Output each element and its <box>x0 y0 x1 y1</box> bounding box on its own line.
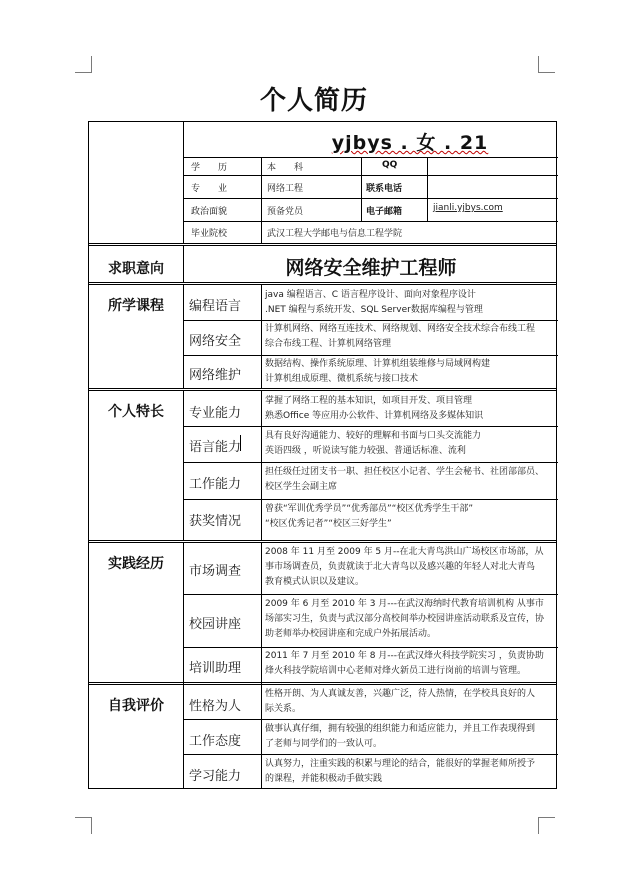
category-maintenance: 网络维护 <box>189 368 242 383</box>
skills-work-desc: 担任级任过团支书一职、担任校区小记者、学生会秘书、社团部部员、 校区学生会副主席 <box>265 467 545 492</box>
label-school: 毕业院校 <box>191 229 228 239</box>
page-title: 个人简历 <box>259 86 368 116</box>
category-professional: 专业能力 <box>189 406 242 421</box>
category-language: 语言能力 <box>189 440 242 455</box>
text-cursor <box>240 435 241 451</box>
crop-mark-bottom-left <box>75 817 92 834</box>
category-personality: 性格为人 <box>189 699 242 714</box>
label-political: 政治面貌 <box>191 207 228 217</box>
email-link[interactable]: jianli.yjbys.com <box>433 203 503 213</box>
skills-awards-desc: 曾获“军训优秀学员”“优秀部员”“校区优秀学生干部” “校区优秀记者”“校区三好学生” <box>265 504 473 529</box>
section-courses: 所学课程 <box>108 298 164 314</box>
crop-mark-bottom-right <box>538 817 555 834</box>
courses-programming-desc: java 编程语言、C 语言程序设计、面向对象程序设计 .NET 编程与系统开发、SQL Server数据库编程与管理 <box>265 290 483 315</box>
practice-market-desc: 2008 年 11 月至 2009 年 5 月--在北大青鸟洪山广场校区市场部，从 事市场调查员，负责就读于北大青鸟以及感兴趣的年轻人对北大青鸟 教育模式认识以及建议。 <box>265 547 544 587</box>
label-phone: 联系电话 <box>366 184 403 194</box>
value-school: 武汉工程大学邮电与信息工程学院 <box>267 229 403 239</box>
courses-security-desc: 计算机网络、网络互连技术、网络规划、网络安全技术综合布线工程 综合布线工程、计算机网络管理 <box>265 324 536 349</box>
value-major: 网络工程 <box>267 184 304 194</box>
category-learning: 学习能力 <box>189 769 242 784</box>
resume-table <box>88 121 557 789</box>
crop-mark-top-right <box>538 56 555 73</box>
skills-language-desc: 具有良好沟通能力、较好的理解和书面与口头交流能力 英语四级 ，听说读写能力较强、普通话标准、流利 <box>265 431 482 456</box>
category-campus-lecture: 校园讲座 <box>189 617 242 632</box>
name-line: yjbys . 女 . 21 <box>331 132 489 154</box>
crop-mark-top-left <box>75 56 92 73</box>
section-skills: 个人特长 <box>108 404 164 420</box>
job-objective: 网络安全维护工程师 <box>285 257 457 279</box>
courses-maintenance-desc: 数据结构、操作系统原理、计算机组装维修与局域网构建 计算机组成原理、微机系统与接口技术 <box>265 359 491 384</box>
category-training-assistant: 培训助理 <box>189 661 242 676</box>
eval-personality-desc: 性格开朗、为人真诚友善，兴趣广泛，待人热情，在学校具良好的人 际关系。 <box>265 689 536 714</box>
category-security: 网络安全 <box>189 334 242 349</box>
label-email: 电子邮箱 <box>366 207 403 217</box>
value-political: 预备党员 <box>267 207 304 217</box>
eval-learning-desc: 认真努力，注重实践的积累与理论的结合，能很好的掌握老师所授予 的课程，并能积极动手做实践 <box>265 759 536 784</box>
skills-professional-desc: 掌握了网络工程的基本知识，如项目开发、项目管理 熟悉Office 等应用办公软件、计算机网络及多媒体知识 <box>265 396 484 421</box>
section-objective: 求职意向 <box>108 261 164 277</box>
label-major: 专 业 <box>191 184 228 194</box>
category-attitude: 工作态度 <box>189 734 242 749</box>
category-awards: 获奖情况 <box>189 514 242 529</box>
label-education: 学 历 <box>191 163 228 173</box>
section-practice: 实践经历 <box>108 556 164 572</box>
label-qq: QQ <box>382 160 398 170</box>
practice-training-desc: 2011 年 7 月至 2010 年 8 月---在武汉烽火科技学院实习 ，负责协助 烽火科技学院培训中心老师对烽火新员工进行岗前的培训与管理。 <box>265 651 544 676</box>
value-education: 本 科 <box>267 163 304 173</box>
category-market-research: 市场调查 <box>189 564 242 579</box>
section-self-eval: 自我评价 <box>108 698 164 714</box>
category-programming: 编程语言 <box>189 299 242 314</box>
eval-attitude-desc: 做事认真仔细，拥有较强的组织能力和适应能力，并且工作表现得到 了老师与同学们的一致认可。 <box>265 724 536 749</box>
category-work: 工作能力 <box>189 477 242 492</box>
practice-lecture-desc: 2009 年 6 月至 2010 年 3 月---在武汉海纳时代教育培训机构 从事市 场部实习生，负责与武汉部分高校间举办校园讲座活动联系及宣传，协 助老师举办校园讲座和完成户外拓展活动。 <box>265 599 545 639</box>
